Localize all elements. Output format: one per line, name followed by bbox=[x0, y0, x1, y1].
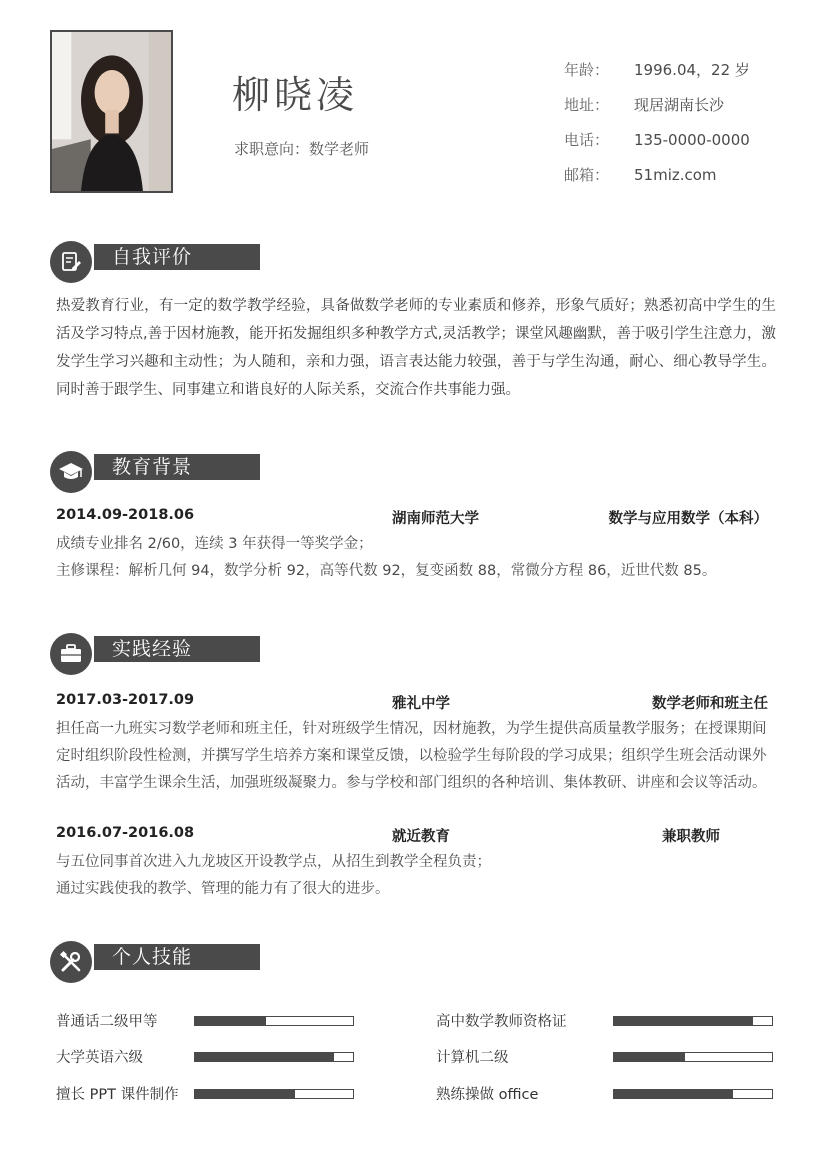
skill-bar-fill bbox=[614, 1053, 685, 1061]
experience-line: 与五位同事首次进入九龙坡区开设教学点，从招生到教学全程负责； bbox=[56, 854, 491, 870]
education-school: 湖南师范大学 bbox=[392, 511, 479, 527]
document-edit-icon bbox=[50, 241, 92, 283]
skill-label: 计算机二级 bbox=[436, 1050, 509, 1066]
profile-photo bbox=[50, 30, 173, 193]
skill-bar bbox=[613, 1052, 773, 1062]
info-phone bbox=[564, 122, 750, 157]
section-title: 实践经验 bbox=[94, 636, 260, 662]
education-period: 2014.09-2018.06 bbox=[56, 507, 195, 523]
experience-row bbox=[56, 825, 768, 847]
skill-label: 大学英语六级 bbox=[56, 1050, 143, 1066]
info-value: 51miz.com bbox=[634, 165, 717, 184]
info-address bbox=[564, 87, 750, 122]
skill-bar bbox=[613, 1016, 773, 1026]
skill-item bbox=[436, 1083, 776, 1105]
skill-bar-fill bbox=[614, 1090, 733, 1098]
info-label: 电话： bbox=[564, 131, 610, 149]
experience-description: 担任高一九班实习数学老师和班主任，针对班级学生情况，因材施教，为学生提供高质量教学服务；在授课期间定时组织阶段性检测，并撰写学生培养方案和课堂反馈，以检验学生每阶段的学习成果；组织学生班会活动课外活动，丰富学生课余生活，加强班级凝聚力。参与学校和部门组织的各种培训、集体教研、讲座和会议等活动。 bbox=[56, 721, 767, 791]
info-label: 年龄： bbox=[564, 61, 610, 79]
skill-label: 普通话二级甲等 bbox=[56, 1014, 158, 1030]
skill-bar-fill bbox=[195, 1017, 266, 1025]
experience-role: 数学老师和班主任 bbox=[652, 696, 768, 712]
experience-period: 2016.07-2016.08 bbox=[56, 825, 195, 841]
skill-bar-fill bbox=[195, 1053, 334, 1061]
education-details bbox=[56, 531, 776, 585]
skill-item bbox=[56, 1010, 356, 1032]
section-title: 自我评价 bbox=[94, 244, 260, 270]
skill-item bbox=[56, 1083, 356, 1105]
graduation-cap-icon bbox=[50, 451, 92, 493]
experience-row bbox=[56, 692, 768, 714]
experience-org: 雅礼中学 bbox=[392, 696, 450, 712]
info-value: 1996.04，22 岁 bbox=[634, 61, 750, 79]
education-line: 成绩专业排名 2/60，连续 3 年获得一等奖学金； bbox=[56, 536, 373, 552]
section-header-experience bbox=[50, 633, 220, 675]
tools-icon bbox=[50, 941, 92, 983]
candidate-name: 柳晓凌 bbox=[232, 73, 359, 117]
skill-bar-fill bbox=[614, 1017, 753, 1025]
education-major: 数学与应用数学（本科） bbox=[608, 511, 768, 527]
education-row bbox=[56, 507, 768, 529]
section-header-education bbox=[50, 451, 220, 493]
skill-bar bbox=[194, 1052, 354, 1062]
skill-label: 熟练操做 office bbox=[436, 1087, 539, 1103]
section-title: 个人技能 bbox=[94, 944, 260, 970]
info-value: 现居湖南长沙 bbox=[634, 96, 725, 114]
experience-org: 就近教育 bbox=[392, 829, 450, 845]
skill-bar bbox=[613, 1089, 773, 1099]
section-header-skills bbox=[50, 941, 220, 983]
info-label: 邮箱： bbox=[564, 166, 610, 184]
info-value: 135-0000-0000 bbox=[634, 130, 750, 149]
self-eval-text: 热爱教育行业，有一定的数学教学经验，具备做数学老师的专业素质和修养，形象气质好；熟悉初高中学生的生活及学习特点,善于因材施教，能开拓发掘组织多种教学方式,灵活教学；课堂风趣幽默，善于吸引学生注意力，激发学生学习兴趣和主动性；为人随和，亲和力强，语言表达能力较强，善于与学生沟通，耐心、细心教导学生。同时善于跟学生、同事建立和谐良好的人际关系，交流合作共事能力强。 bbox=[56, 298, 776, 398]
education-line: 主修课程：解析几何 94，数学分析 92，高等代数 92，复变函数 88，常微分方程 86，近世代数 85。 bbox=[56, 563, 717, 579]
contact-info bbox=[564, 52, 750, 192]
job-objective: 求职意向：数学老师 bbox=[234, 140, 370, 158]
experience-description bbox=[56, 849, 776, 903]
skill-item bbox=[436, 1010, 776, 1032]
experience-period: 2017.03-2017.09 bbox=[56, 692, 195, 708]
briefcase-icon bbox=[50, 633, 92, 675]
skill-item bbox=[56, 1046, 356, 1068]
info-age bbox=[564, 52, 750, 87]
info-email bbox=[564, 157, 750, 192]
skill-item bbox=[436, 1046, 776, 1068]
info-label: 地址： bbox=[564, 96, 610, 114]
skill-label: 高中数学教师资格证 bbox=[436, 1014, 567, 1030]
experience-line: 通过实践使我的教学、管理的能力有了很大的进步。 bbox=[56, 881, 390, 897]
section-title: 教育背景 bbox=[94, 454, 260, 480]
skill-label: 擅长 PPT 课件制作 bbox=[56, 1087, 179, 1103]
skill-bar bbox=[194, 1016, 354, 1026]
section-header-self-eval bbox=[50, 241, 220, 283]
skill-bar bbox=[194, 1089, 354, 1099]
experience-role: 兼职教师 bbox=[662, 829, 720, 845]
skill-bar-fill bbox=[195, 1090, 295, 1098]
